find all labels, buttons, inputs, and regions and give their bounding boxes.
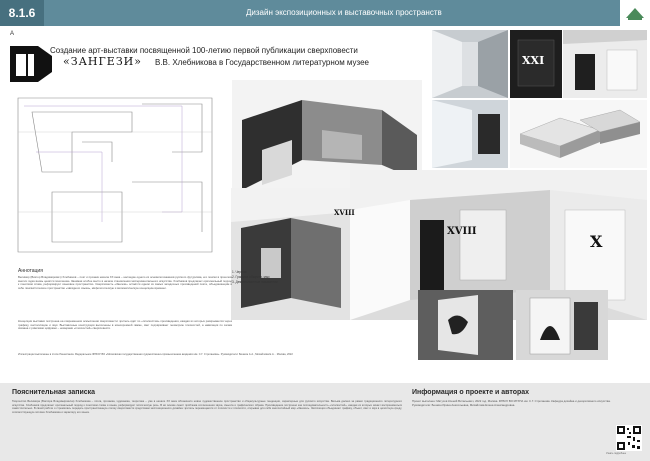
annotation-body-continued: Концепция выставки построена на современном осмыслении сверхповести: зритель идёт по «плоскостям» произведения, каждая из которых раскрывается через графику, инсталляцию и звук. Выставочные конструкции выполнены в монохромной гамме, свет подчёркивает геометрию плоскостей, а навигация по залам связана с римскими цифрами – номерами «плоскостей» сверхповести. xyxy=(18,319,232,330)
numeral-xviii-small: XVIII xyxy=(334,208,355,217)
legend-item: 2. Графика обществ. мыс xyxy=(232,275,270,279)
university-logo xyxy=(620,0,650,26)
explanatory-note-title: Пояснительная записка xyxy=(12,389,96,396)
legend-item: 3. Деятельностные показатели xyxy=(232,280,278,284)
annotation-body: Велимир (Виктор Владимирович) Хлебников – поэт и прозаик начала XX века – наследие одного из основоположников русского футуризма, его поиски в прошлом многих годах вновь ценятся поколению. Занимая особое место в начале становления экспериментального искусства. Хлебников предлагает оригинальный подход к понятиям слова, реформирует языковое пространство. Сверхповесть «Зангези» остаётся одним из самых загадочных произведений поэта, объединяющим в себе лингвистическое пространство «звёздного языка», мифологическую и математическую концепцию времени. xyxy=(18,275,232,290)
zangezi-logotype: «ЗАНГЕЗИ» xyxy=(63,55,142,68)
annotation-title: Аннотация xyxy=(18,268,43,274)
render-axonometric-model xyxy=(510,100,647,168)
legend-item: 1. Черная xyxy=(232,270,247,274)
render-corridor xyxy=(432,30,508,98)
footnote: Иллюстрации выполнены в стиле Ренессанса. Федеральное ФГБОУ ВО «Московская государственная художественно-промышленная академия им. С.Г. Строганова». Руководители: Бешкин А.А., Михайлова Е.А. · Москва, 2022 xyxy=(18,353,293,356)
project-info-title: Информация о проекте и авторах xyxy=(412,389,530,396)
numeral-xviii: XVIII xyxy=(447,226,477,237)
floor-plan-drawing xyxy=(12,92,230,260)
render-figure-panel xyxy=(516,290,608,360)
numeral-x: X xyxy=(590,232,603,251)
project-info-body: Проект выполнен: Матусов Ксений Витальевич, 2022 год. Москва. ФГБОУ ВО МГХПА им. С.Г. Строганова. Кафедра дизайна и декоративного искусства. Руководители: Бешкин Ирина Анатольевна, Михайлова Елена Александровна. xyxy=(412,399,611,407)
render-dark-corridor xyxy=(418,290,513,360)
legend xyxy=(232,270,278,285)
title-line2: В.В. Хлебникова в Государственном литературном музее xyxy=(155,58,369,67)
exhibition-logo xyxy=(8,42,54,86)
title-line1: Создание арт-выставки посвященной 100-летию первой публикации сверхповести xyxy=(50,46,358,55)
section-letter: A xyxy=(10,31,15,37)
render-blue-room xyxy=(432,100,508,168)
numeral-xxi: XXI xyxy=(522,54,545,67)
section-code: 8.1.6 xyxy=(0,0,44,26)
qr-code-icon[interactable] xyxy=(616,425,642,451)
render-light-hall xyxy=(563,30,647,98)
bottom-panel xyxy=(0,383,650,461)
render-dark-room xyxy=(231,188,350,320)
qr-caption: Узнать подробнее xyxy=(606,452,627,455)
explanatory-note-body: Творчество Велимира (Виктора Владимировича) Хлебникова – поэта, прозаика, художника, теоретика – уже в начале XX века обозначило новое художественное пространство и общекультурные тенденции, характерные для русского искусства. Весьма далеко за рамки традиционного литературного искусства. Хлебников предлагает оригинальный подход к понятиям слова и языка, реформирует поэтическую речь. В её основе лежит проблема соотношения звука, смысла и графического образа. Произведение построено как последовательность «плоскостей», каждая из которых может восприниматься самостоятельно. В своей работе я стремилась передать пространственную логику сверхповести средствами экспозиционного дизайна: зритель перемещается от плоскости к плоскости, открывая для себя многослойный мир «Зангези». Экспозиция объединяет графику, объект, свет и звук в целостную среду, соответствующую поэтике Хлебникова и характеру его языка. xyxy=(12,400,402,414)
header-title: Дизайн экспозиционных и выставочных пространств xyxy=(246,8,442,17)
